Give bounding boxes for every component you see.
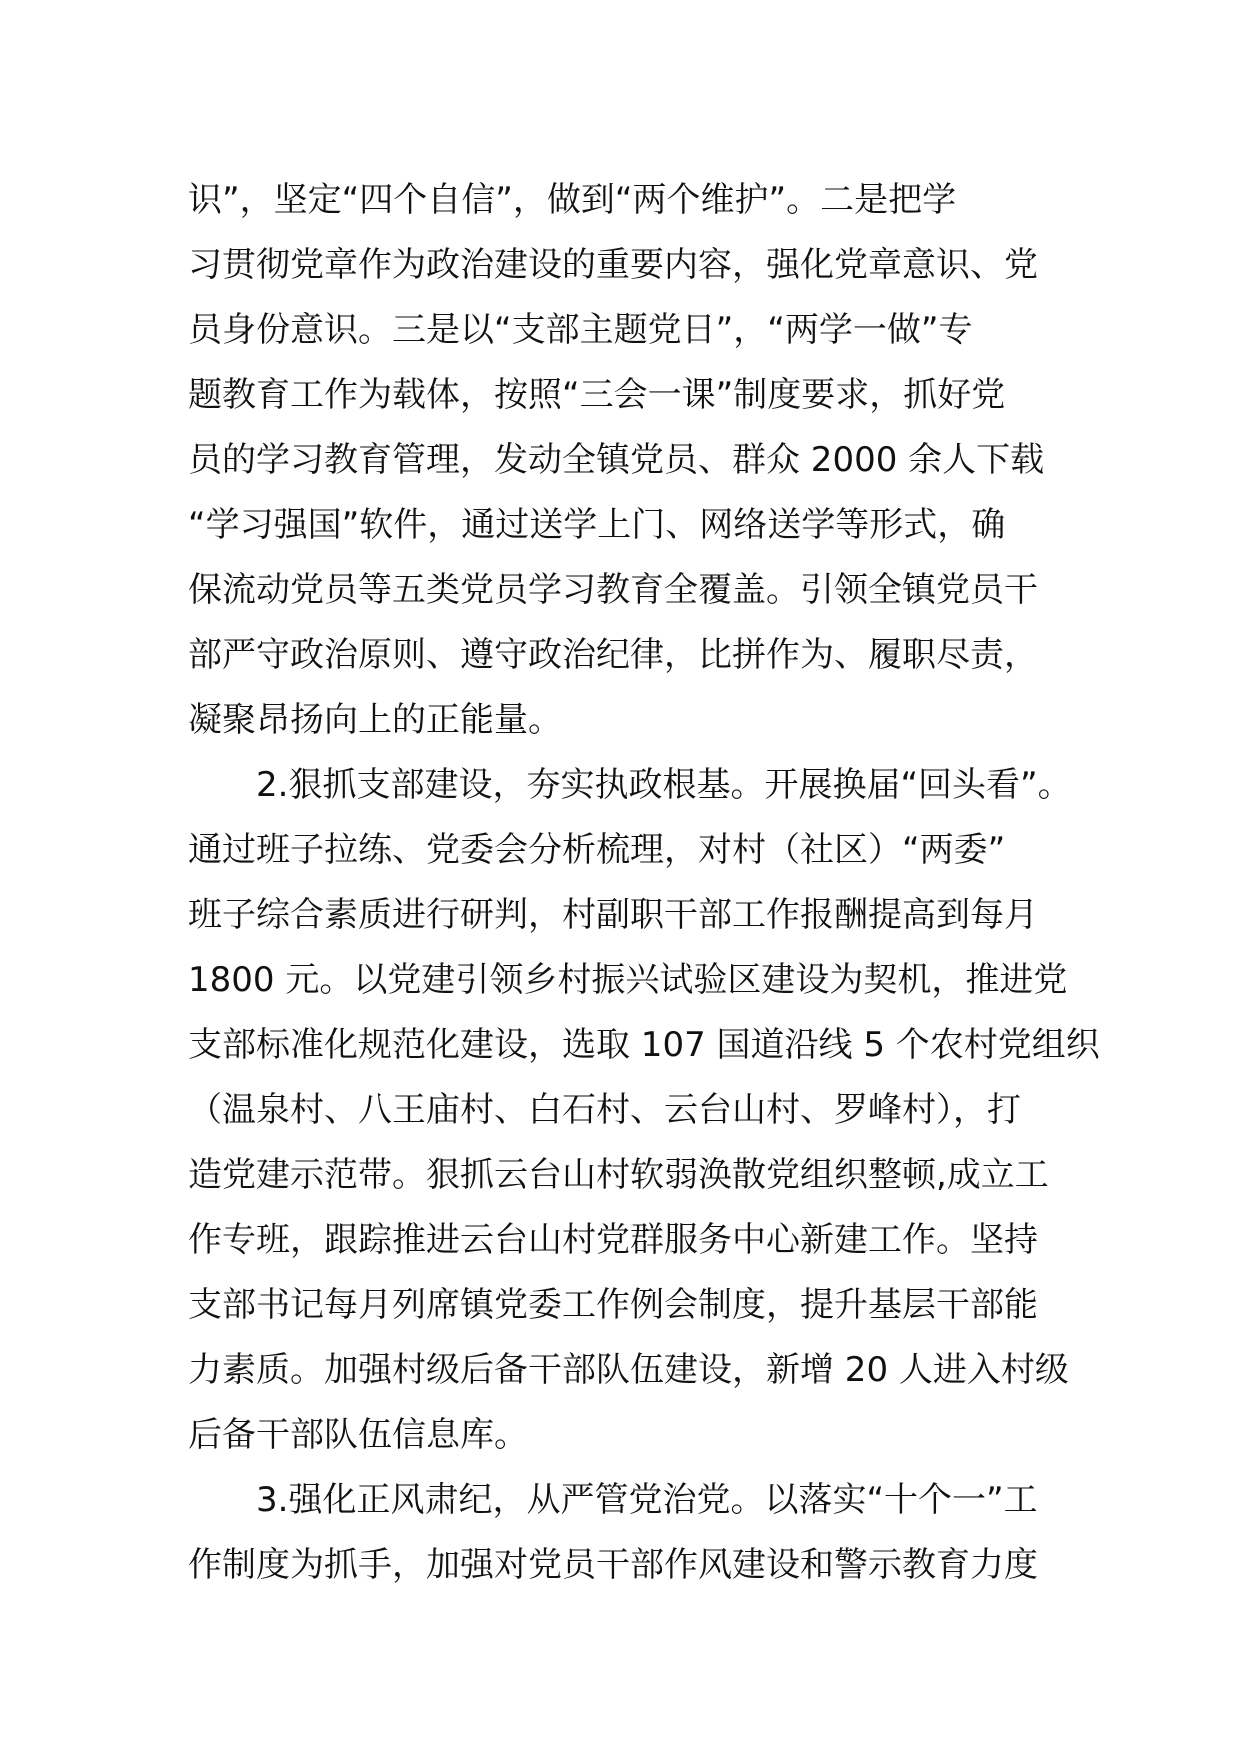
text-line: 凝聚昂扬向上的正能量。: [188, 700, 562, 740]
text-line: 保流动党员等五类党员学习教育全覆盖。引领全镇党员干: [188, 570, 1038, 610]
text-line: 员的学习教育管理，发动全镇党员、群众 2000 余人下载: [188, 440, 1045, 480]
text-line: 识”，坚定“四个自信”，做到“两个维护”。二是把学: [188, 180, 957, 220]
body-text: [188, 168, 1100, 1598]
text-line: 1800 元。以党建引领乡村振兴试验区建设为契机，推进党: [188, 960, 1068, 1000]
text-line: 通过班子拉练、党委会分析梳理，对村（社区）“两委”: [188, 830, 1006, 870]
text-line: 作制度为抓手，加强对党员干部作风建设和警示教育力度: [188, 1545, 1038, 1585]
text-line: 作专班，跟踪推进云台山村党群服务中心新建工作。坚持: [188, 1220, 1038, 1260]
section-heading-line: 3.强化正风肃纪，从严管党治党。以落实“十个一”工: [256, 1480, 1038, 1520]
text-line: 造党建示范带。狠抓云台山村软弱涣散党组织整顿,成立工: [188, 1155, 1049, 1195]
text-line: 员身份意识。三是以“支部主题党日”，“两学一做”专: [188, 310, 973, 350]
text-line: 支部标准化规范化建设，选取 107 国道沿线 5 个农村党组织: [188, 1025, 1100, 1065]
text-line: 力素质。加强村级后备干部队伍建设，新增 20 人进入村级: [188, 1350, 1069, 1390]
text-line: 班子综合素质进行研判，村副职干部工作报酬提高到每月: [188, 895, 1038, 935]
text-line: 后备干部队伍信息库。: [188, 1415, 528, 1455]
text-line: “学习强国”软件，通过送学上门、网络送学等形式，确: [188, 505, 1006, 545]
text-line: 部严守政治原则、遵守政治纪律，比拼作为、履职尽责，: [188, 635, 1038, 675]
text-line: （温泉村、八王庙村、白石村、云台山村、罗峰村），打: [188, 1090, 1021, 1130]
text-line: 题教育工作为载体，按照“三会一课”制度要求，抓好党: [188, 375, 1006, 415]
section-heading-line: 2.狠抓支部建设，夯实执政根基。开展换届“回头看”。: [256, 765, 1072, 805]
text-line: 习贯彻党章作为政治建设的重要内容，强化党章意识、党: [188, 245, 1038, 285]
text-line: 支部书记每月列席镇党委工作例会制度，提升基层干部能: [188, 1285, 1038, 1325]
